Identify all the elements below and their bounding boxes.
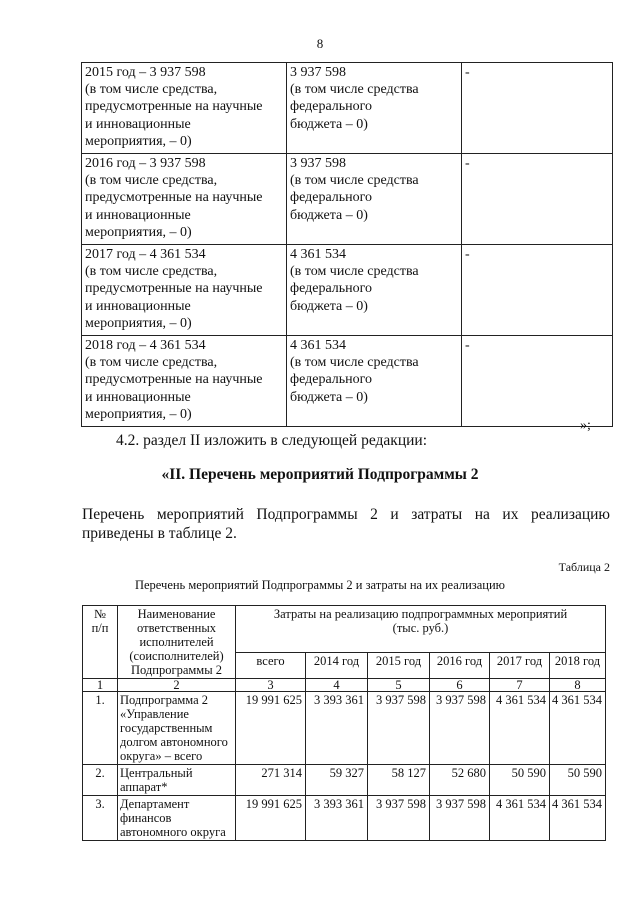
funding-total-line: (в том числе средства, (85, 355, 218, 371)
funding-total-line: 2017 год – 4 361 534 (85, 247, 206, 263)
funding-budget-line: 3 937 598 (290, 156, 346, 172)
table-row (83, 765, 606, 796)
funding-budget-cell (287, 336, 462, 427)
funding-total-line: 2018 год – 4 361 534 (85, 338, 206, 354)
row-number: 3. (83, 796, 118, 841)
row-value: 4 361 534 (490, 692, 550, 765)
row-value: 50 590 (550, 765, 606, 796)
funding-other-cell (462, 336, 613, 427)
paragraph-line-2: приведены в таблице 2. (82, 525, 237, 542)
header-num-cell (83, 606, 118, 679)
row-name-line: финансов (120, 811, 172, 825)
row-value: 52 680 (430, 765, 490, 796)
subheader-cell: 2018 год (550, 653, 606, 679)
funding-other-cell (462, 245, 613, 336)
funding-other-value: - (465, 247, 470, 263)
header-costs-line: Затраты на реализацию подпрограммных мероприятий (273, 607, 568, 621)
index-cell: 5 (368, 679, 430, 692)
section-heading: «II. Перечень мероприятий Подпрограммы 2 (161, 466, 479, 483)
funding-total-line: мероприятия, – 0) (85, 133, 192, 149)
funding-total-line: и инновационные (85, 207, 191, 223)
row-name-line: государственным (120, 721, 213, 735)
funding-total-line: предусмотренные на научные (85, 190, 263, 206)
row-value: 4 361 534 (550, 796, 606, 841)
subheader-cell: всего (236, 653, 306, 679)
funding-total-line: и инновационные (85, 116, 191, 132)
row-value: 3 937 598 (430, 692, 490, 765)
index-cell: 4 (306, 679, 368, 692)
header-name-line: ответственных (137, 621, 216, 635)
table-label: Таблица 2 (558, 560, 610, 574)
funding-row (82, 336, 613, 427)
funding-other-value: - (465, 156, 470, 172)
index-cell: 8 (550, 679, 606, 692)
funding-budget-line: 4 361 534 (290, 338, 346, 354)
table-row (83, 692, 606, 765)
header-costs-cell (236, 606, 606, 653)
funding-total-line: 2015 год – 3 937 598 (85, 65, 206, 80)
funding-other-cell (462, 63, 613, 154)
row-value: 19 991 625 (236, 796, 306, 841)
index-cell: 3 (236, 679, 306, 692)
row-value: 271 314 (236, 765, 306, 796)
subheader-cell: 2016 год (430, 653, 490, 679)
row-value: 3 937 598 (368, 796, 430, 841)
subheader-cell: 2015 год (368, 653, 430, 679)
row-value: 4 361 534 (490, 796, 550, 841)
index-cell: 2 (118, 679, 236, 692)
header-name-line: (соисполнителей) (129, 649, 224, 663)
row-name-line: долгом автономного (120, 735, 228, 749)
funding-row (82, 245, 613, 336)
funding-budget-line: 3 937 598 (290, 65, 346, 80)
funding-total-line: 2016 год – 3 937 598 (85, 156, 206, 172)
row-name-line: Подпрограмма 2 (120, 693, 209, 707)
row-value: 3 937 598 (430, 796, 490, 841)
amendment-text: 4.2. раздел II изложить в следующей редакции: (116, 432, 428, 449)
row-value: 50 590 (490, 765, 550, 796)
row-number: 1. (83, 692, 118, 765)
funding-budget-line: (в том числе средства (290, 264, 419, 280)
funding-total-line: мероприятия, – 0) (85, 315, 192, 331)
row-number: 2. (83, 765, 118, 796)
row-value: 4 361 534 (550, 692, 606, 765)
row-name-line: «Управление (120, 707, 189, 721)
table-caption: Перечень мероприятий Подпрограммы 2 и затраты на их реализацию (134, 578, 506, 592)
funding-budget-cell (287, 63, 462, 154)
funding-total-cell (82, 336, 287, 427)
funding-total-line: (в том числе средства, (85, 82, 218, 98)
header-name-line: Подпрограммы 2 (131, 663, 222, 677)
funding-total-line: (в том числе средства, (85, 264, 218, 280)
funding-budget-line: бюджета – 0) (290, 298, 368, 314)
funding-total-line: (в том числе средства, (85, 173, 218, 189)
table-row (83, 796, 606, 841)
row-name-line: аппарат* (120, 780, 168, 794)
funding-total-cell (82, 154, 287, 245)
row-value: 3 937 598 (368, 692, 430, 765)
row-name-cell (118, 796, 236, 841)
expenses-table (82, 605, 606, 841)
funding-budget-line: бюджета – 0) (290, 389, 368, 405)
funding-total-line: предусмотренные на научные (85, 372, 263, 388)
expenses-header-row (83, 606, 606, 653)
funding-other-value: - (465, 65, 470, 80)
row-value: 3 393 361 (306, 796, 368, 841)
funding-budget-line: бюджета – 0) (290, 116, 368, 132)
funding-budget-line: (в том числе средства (290, 173, 419, 189)
subheader-cell: 2017 год (490, 653, 550, 679)
row-value: 3 393 361 (306, 692, 368, 765)
row-value: 59 327 (306, 765, 368, 796)
funding-total-line: и инновационные (85, 389, 191, 405)
row-value: 58 127 (368, 765, 430, 796)
subheader-cell: 2014 год (306, 653, 368, 679)
row-value: 19 991 625 (236, 692, 306, 765)
index-cell: 6 (430, 679, 490, 692)
row-name-line: автономного округа (120, 825, 226, 839)
funding-budget-line: (в том числе средства (290, 82, 419, 98)
funding-total-cell (82, 245, 287, 336)
header-num-line: № (94, 607, 106, 621)
funding-total-cell (82, 63, 287, 154)
funding-total-line: мероприятия, – 0) (85, 406, 192, 422)
funding-table (81, 62, 613, 427)
row-name-line: Центральный (120, 766, 193, 780)
closing-quote: »; (580, 418, 591, 433)
funding-total-line: предусмотренные на научные (85, 99, 263, 115)
expenses-index-row (83, 679, 606, 692)
index-cell: 7 (490, 679, 550, 692)
funding-total-line: предусмотренные на научные (85, 281, 263, 297)
funding-budget-cell (287, 245, 462, 336)
funding-budget-line: федерального (290, 372, 373, 388)
header-name-cell (118, 606, 236, 679)
funding-row (82, 154, 613, 245)
page-number: 8 (316, 36, 324, 51)
row-name-line: Департамент (120, 797, 190, 811)
row-name-cell (118, 692, 236, 765)
funding-budget-cell (287, 154, 462, 245)
funding-budget-line: федерального (290, 281, 373, 297)
funding-other-value: - (465, 338, 470, 354)
funding-budget-line: (в том числе средства (290, 355, 419, 371)
funding-row (82, 63, 613, 154)
paragraph-line-1: Перечень мероприятий Подпрограммы 2 и затраты на их реализацию (82, 506, 610, 523)
header-name-line: исполнителей (139, 635, 214, 649)
funding-budget-line: 4 361 534 (290, 247, 346, 263)
header-costs-line: (тыс. руб.) (392, 621, 449, 635)
header-name-line: Наименование (137, 607, 216, 621)
funding-total-line: и инновационные (85, 298, 191, 314)
header-num-line: п/п (91, 621, 109, 635)
funding-budget-line: бюджета – 0) (290, 207, 368, 223)
row-name-line: округа» – всего (120, 749, 203, 763)
funding-other-cell (462, 154, 613, 245)
row-name-cell (118, 765, 236, 796)
funding-budget-line: федерального (290, 190, 373, 206)
funding-budget-line: федерального (290, 99, 373, 115)
funding-total-line: мероприятия, – 0) (85, 224, 192, 240)
index-cell: 1 (83, 679, 118, 692)
